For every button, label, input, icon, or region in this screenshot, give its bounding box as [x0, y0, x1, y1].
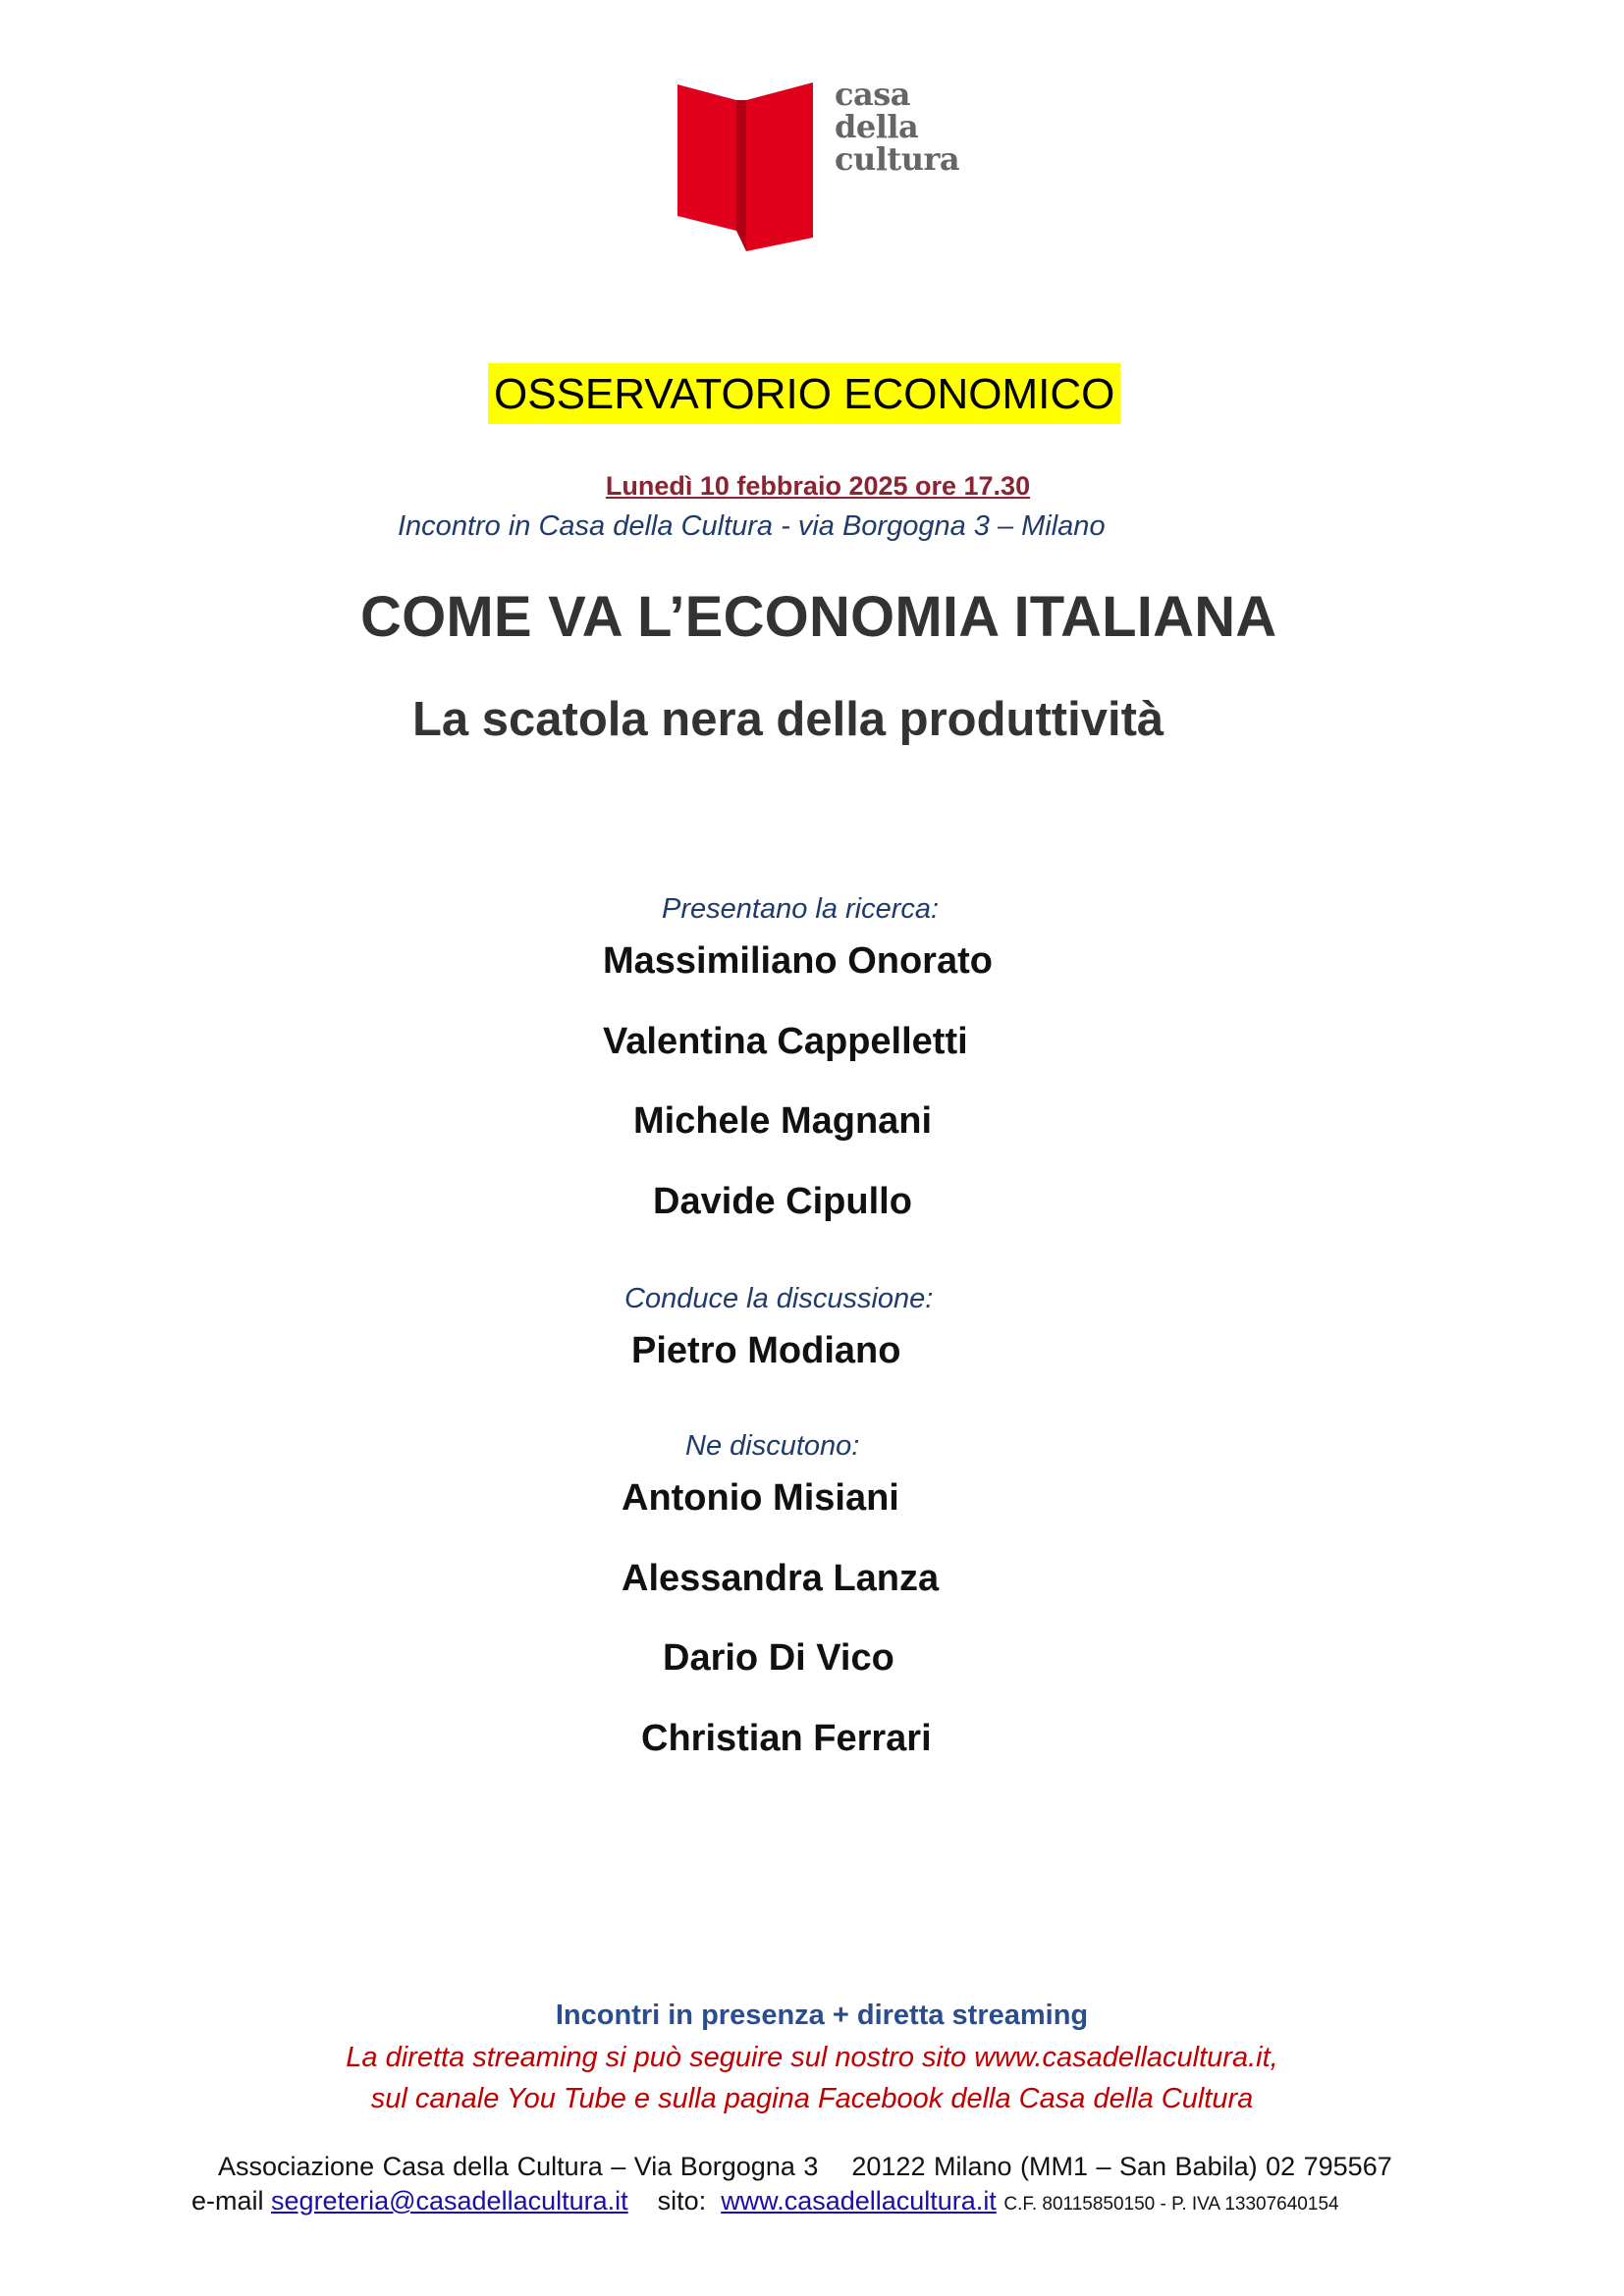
series-badge: OSSERVATORIO ECONOMICO [488, 363, 1120, 424]
discussant-name: Antonio Misiani [622, 1477, 899, 1519]
streaming-heading [0, 2000, 1624, 2032]
logo-wordmark [835, 76, 960, 178]
event-venue: Incontro in Casa della Cultura - via Borgogna 3 – Milano [398, 510, 1106, 542]
event-date [0, 471, 1624, 502]
event-date-text: Lunedì 10 febbraio 2025 ore 17.30 [605, 471, 1031, 501]
site-link[interactable]: www.casadellacultura.it [721, 2186, 997, 2216]
open-book-logo-icon [668, 79, 825, 255]
site-label: sito: [657, 2186, 707, 2216]
presenter-name: Davide Cipullo [653, 1181, 912, 1222]
discussant-name: Christian Ferrari [641, 1718, 932, 1759]
logo-line-2: della [835, 108, 919, 145]
streaming-heading-text: Incontri in presenza + diretta streaming [555, 2000, 1089, 2031]
presenter-name: Michele Magnani [633, 1100, 933, 1142]
presenter-name: Valentina Cappelletti [603, 1021, 968, 1062]
streaming-info-line-2: sul canale You Tube e sulla pagina Facebook della Casa della Cultura [370, 2083, 1254, 2114]
discussants-label: Ne discutono: [685, 1430, 860, 1462]
footer-contacts [191, 2186, 1339, 2216]
footer-address-text: Associazione Casa della Cultura – Via Borgogna 3 20122 Milano (MM1 – San Babila) 02 795567 [218, 2152, 1392, 2181]
streaming-info-line-1: La diretta streaming si può seguire sul nostro sito www.casadellacultura.it, [346, 2042, 1278, 2073]
page-subtitle: La scatola nera della produttività [412, 693, 1164, 746]
email-link[interactable]: segreteria@casadellacultura.it [271, 2186, 628, 2216]
presenters-label: Presentano la ricerca: [662, 893, 940, 925]
logo-line-1: casa [835, 76, 910, 113]
tax-codes: C.F. 80115850150 - P. IVA 13307640154 [1003, 2194, 1339, 2215]
logo-line-3: cultura [835, 140, 960, 178]
casa-della-cultura-logo [668, 76, 982, 255]
moderator-name: Pietro Modiano [631, 1330, 901, 1371]
footer-address [218, 2152, 1392, 2182]
presenter-name: Massimiliano Onorato [603, 940, 993, 982]
moderator-label: Conduce la discussione: [624, 1283, 934, 1314]
page-title: COME VA L’ECONOMIA ITALIANA [360, 585, 1277, 649]
discussant-name: Alessandra Lanza [622, 1558, 940, 1599]
email-label: e-mail [191, 2186, 264, 2216]
discussant-name: Dario Di Vico [663, 1637, 894, 1679]
